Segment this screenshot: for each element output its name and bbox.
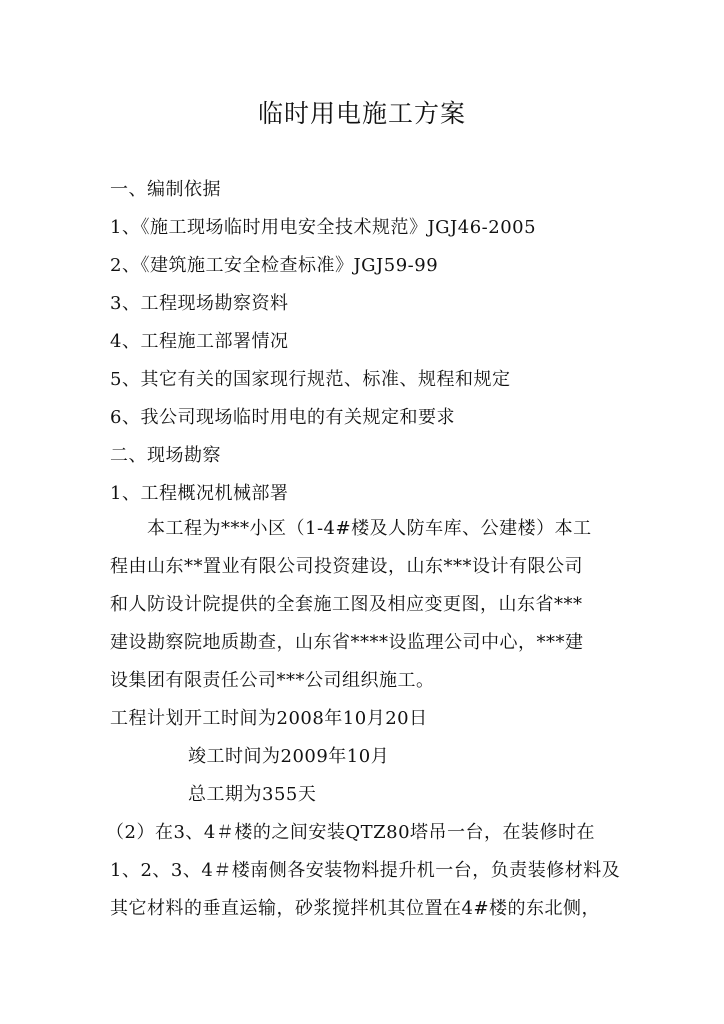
paragraph-line: 其它材料的垂直运输，砂浆搅拌机其位置在4#楼的东北侧， bbox=[110, 898, 601, 919]
paragraph-line: 1、2、3、4＃楼南侧各安装物料提升机一台，负责装修材料及 bbox=[110, 860, 621, 881]
subsection-heading: 1、工程概况机械部署 bbox=[110, 483, 289, 504]
schedule-start: 工程计划开工时间为2008年10月20日 bbox=[110, 708, 428, 729]
list-item-4: 4、工程施工部署情况 bbox=[110, 331, 289, 352]
paragraph-line: 设集团有限责任公司***公司组织施工。 bbox=[110, 670, 435, 691]
paragraph-line: 建设勘察院地质勘查，山东省****设监理公司中心，***建 bbox=[110, 632, 584, 653]
document-title: 临时用电施工方案 bbox=[257, 99, 466, 128]
section-heading-survey: 二、现场勘察 bbox=[110, 445, 221, 466]
section-heading-basis: 一、编制依据 bbox=[110, 179, 221, 200]
list-item-2: 2、《建筑施工安全检查标准》JGJ59-99 bbox=[110, 255, 439, 276]
paragraph-line: （2）在3、4＃楼的之间安装QTZ80塔吊一台，在装修时在 bbox=[106, 822, 596, 843]
list-item-1: 1、《施工现场临时用电安全技术规范》JGJ46-2005 bbox=[110, 217, 537, 238]
paragraph-line: 本工程为***小区（1-4#楼及人防车库、公建楼）本工 bbox=[147, 518, 592, 539]
list-item-3: 3、工程现场勘察资料 bbox=[110, 293, 289, 314]
schedule-end: 竣工时间为2009年10月 bbox=[188, 746, 390, 767]
paragraph-line: 程由山东**置业有限公司投资建设，山东***设计有限公司 bbox=[110, 556, 583, 577]
list-item-6: 6、我公司现场临时用电的有关规定和要求 bbox=[110, 407, 455, 428]
schedule-duration: 总工期为355天 bbox=[188, 784, 317, 805]
list-item-5: 5、其它有关的国家现行规范、标准、规程和规定 bbox=[110, 369, 511, 390]
paragraph-line: 和人防设计院提供的全套施工图及相应变更图，山东省*** bbox=[110, 594, 583, 615]
